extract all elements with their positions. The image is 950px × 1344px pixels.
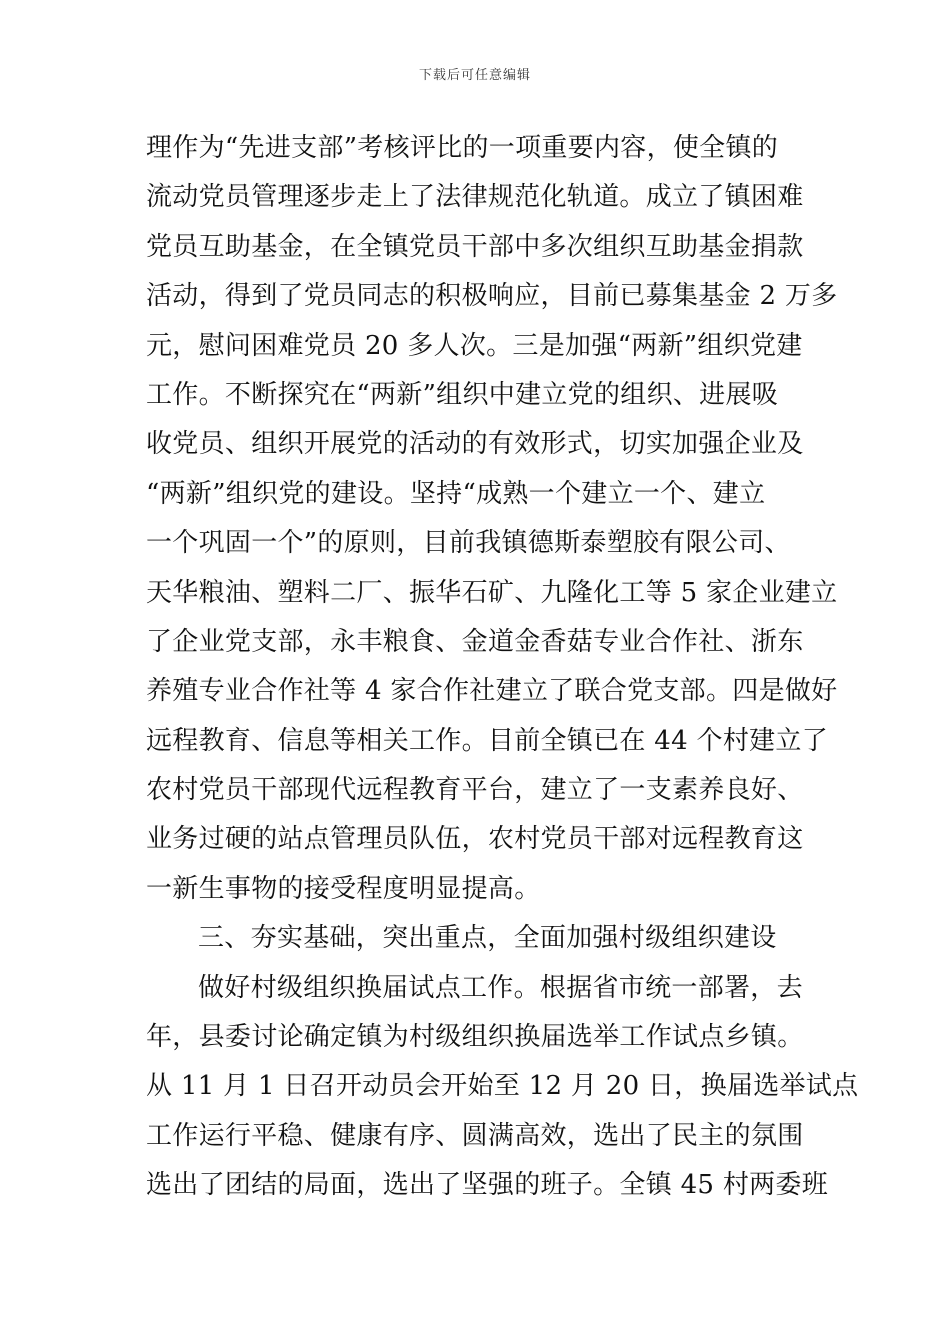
- section-heading: 三、夯实基础，突出重点，全面加强村级组织建设: [198, 923, 777, 954]
- body-line: 天华粮油、塑料二厂、振华石矿、九隆化工等 5 家企业建立: [146, 577, 838, 608]
- body-line: 一新生事物的接受程度明显提高。: [146, 873, 541, 904]
- body-line: 养殖专业合作社等 4 家合作社建立了联合党支部。四是做好: [146, 676, 838, 707]
- page-header: 下载后可任意编辑: [418, 68, 531, 83]
- body-line: 从 11 月 1 日召开动员会开始至 12 月 20 日，换届选举试点: [146, 1071, 859, 1102]
- body-line: 流动党员管理逐步走上了法律规范化轨道。成立了镇困难: [146, 182, 804, 213]
- body-line: 农村党员干部现代远程教育平台，建立了一支素养良好、: [146, 775, 804, 806]
- body-line: “两新”组织党的建设。坚持“成熟一个建立一个、建立: [146, 478, 766, 509]
- document-body: [146, 124, 859, 1211]
- body-line: 远程教育、信息等相关工作。目前全镇已在 44 个村建立了: [146, 725, 829, 756]
- body-line: 选出了团结的局面，选出了坚强的班子。全镇 45 村两委班: [146, 1170, 829, 1201]
- body-line: 党员互助基金，在全镇党员干部中多次组织互助基金捐款: [146, 231, 804, 262]
- body-line: 了企业党支部，永丰粮食、金道金香菇专业合作社、浙东: [146, 626, 804, 657]
- body-line: 收党员、组织开展党的活动的有效形式，切实加强企业及: [146, 429, 804, 460]
- body-line: 活动，得到了党员同志的积极响应，目前已募集基金 2 万多: [146, 281, 838, 312]
- body-line: 业务过硬的站点管理员队伍，农村党员干部对远程教育这: [146, 824, 804, 855]
- body-line: 一个巩固一个”的原则，目前我镇德斯泰塑胶有限公司、: [146, 528, 791, 559]
- body-line: 年，县委讨论确定镇为村级组织换届选举工作试点乡镇。: [146, 1022, 804, 1053]
- body-line: 工作运行平稳、健康有序、圆满高效，选出了民主的氛围: [146, 1120, 804, 1151]
- paragraph-first-line: 做好村级组织换届试点工作。根据省市统一部署，去: [198, 972, 803, 1003]
- body-line: 元，慰问困难党员 20 多人次。三是加强“两新”组织党建: [146, 330, 803, 361]
- body-line: 工作。不断探究在“两新”组织中建立党的组织、进展吸: [146, 379, 779, 410]
- body-line: 理作为“先进支部”考核评比的一项重要内容，使全镇的: [146, 133, 779, 163]
